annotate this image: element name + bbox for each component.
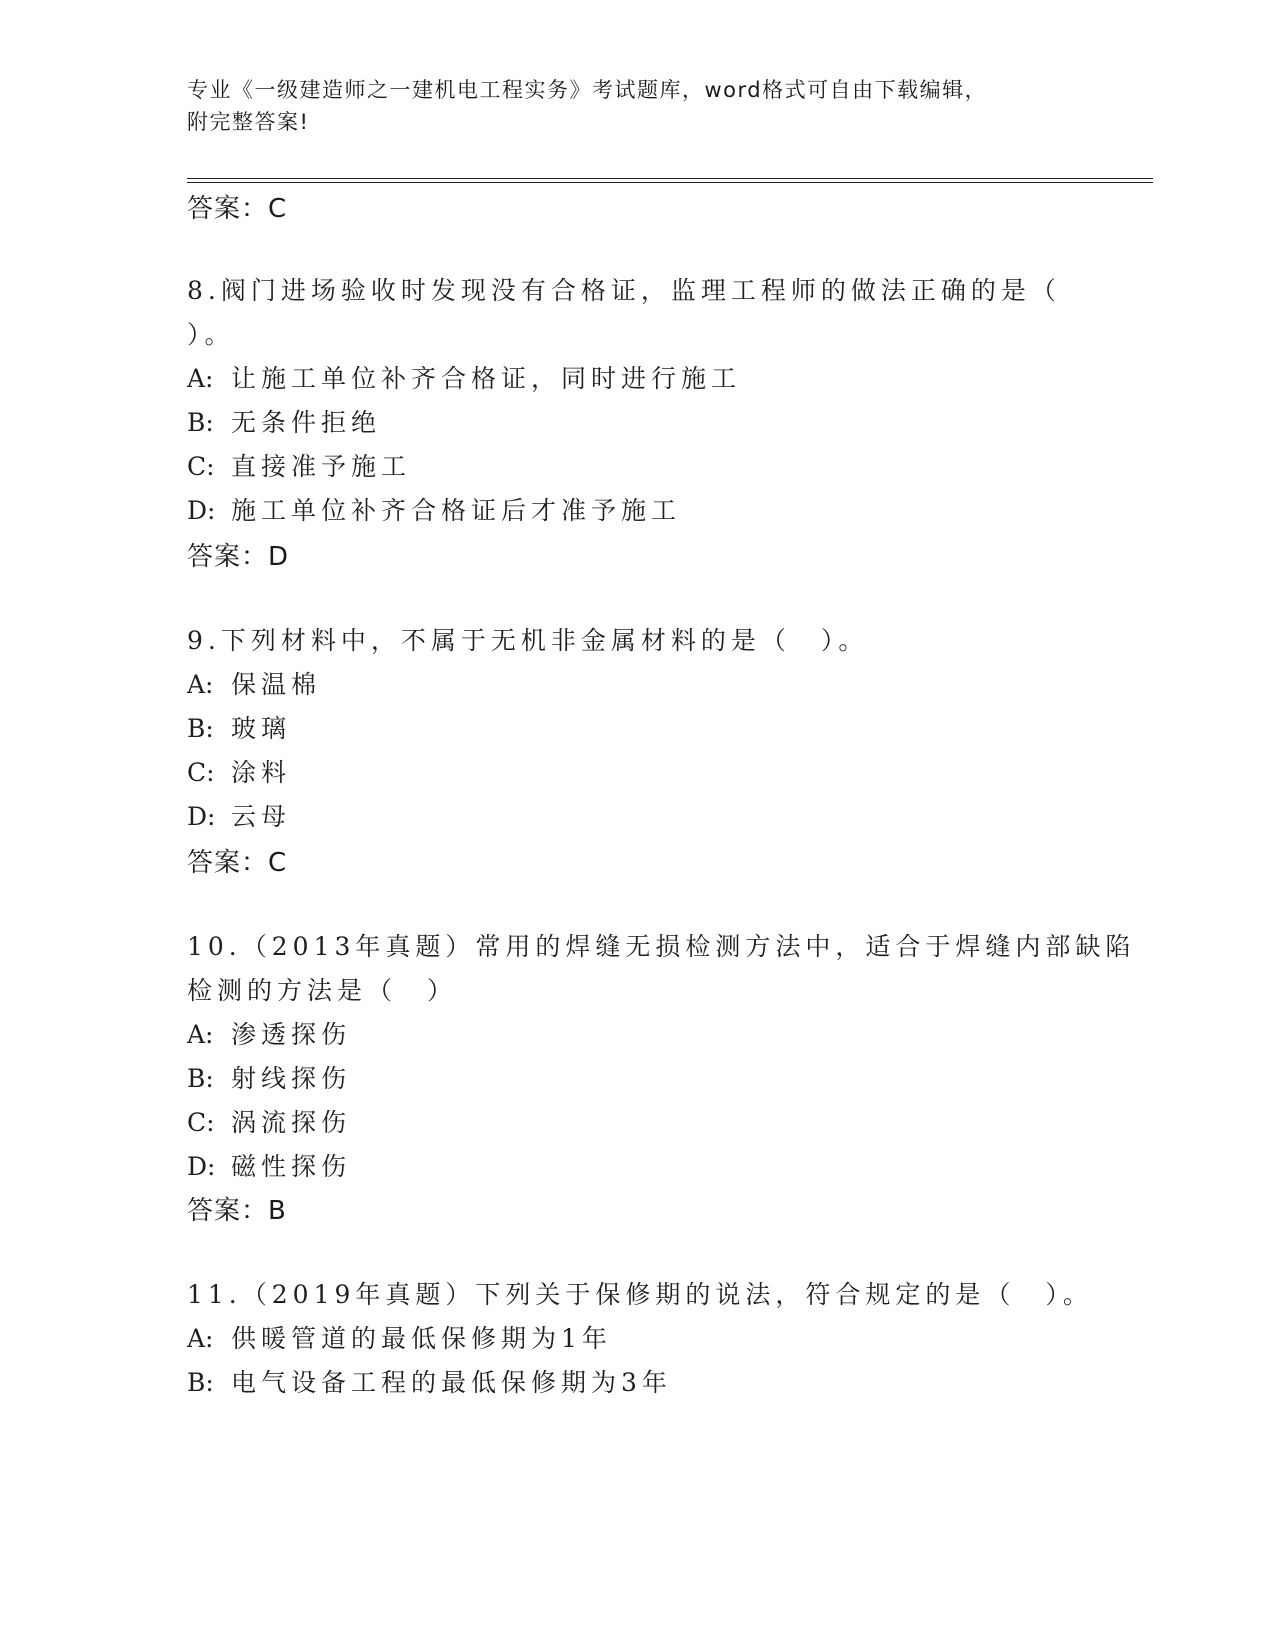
option-text: 磁性探伤 [231, 1152, 352, 1181]
option-label: B: [187, 408, 214, 437]
question-11-option-b [187, 1366, 672, 1400]
header-divider-bottom [187, 182, 1153, 183]
question-8-option-a [187, 362, 741, 396]
question-8-stem-line-2: ）。 [187, 320, 235, 349]
question-8-answer: 答案：D [187, 542, 290, 572]
option-label: D: [187, 1152, 216, 1181]
option-label: B: [187, 1064, 214, 1093]
option-label: C: [187, 758, 215, 787]
question-11-stem: 11.（2019年真题）下列关于保修期的说法，符合规定的是（ ）。 [187, 1280, 1093, 1309]
option-label: A: [187, 1324, 214, 1353]
option-label: A: [187, 364, 214, 393]
option-text: 施工单位补齐合格证后才准予施工 [231, 496, 682, 525]
question-11-option-a [187, 1322, 612, 1356]
question-10-option-a [187, 1018, 351, 1052]
question-8-option-c [187, 450, 411, 484]
question-9-option-c [187, 756, 291, 790]
option-label: C: [187, 1108, 215, 1137]
question-8-option-d [187, 494, 681, 528]
option-label: D: [187, 802, 216, 831]
header-line-1: 专业《一级建造师之一建机电工程实务》考试题库，word格式可自由下载编辑， [187, 78, 988, 102]
question-9-answer: 答案：C [187, 848, 288, 878]
question-8-option-b [187, 406, 381, 440]
question-9-option-d [187, 800, 291, 834]
option-label: B: [187, 1368, 214, 1397]
header-divider-top [187, 178, 1153, 179]
option-label: B: [187, 714, 214, 743]
option-text: 保温棉 [231, 670, 322, 699]
option-label: D: [187, 496, 216, 525]
header-line-2: 附完整答案! [187, 110, 310, 134]
question-10-answer: 答案：B [187, 1196, 287, 1226]
option-text: 涂料 [231, 758, 292, 787]
option-label: A: [187, 1020, 214, 1049]
option-text: 让施工单位补齐合格证，同时进行施工 [231, 364, 742, 393]
question-9-stem: 9.下列材料中，不属于无机非金属材料的是（ ）。 [187, 626, 869, 655]
option-label: A: [187, 670, 214, 699]
question-10-stem-line-1: 10.（2013年真题）常用的焊缝无损检测方法中，适合于焊缝内部缺陷 [187, 932, 1136, 961]
option-text: 云母 [231, 802, 292, 831]
question-10-option-c [187, 1106, 351, 1140]
option-text: 直接准予施工 [231, 452, 412, 481]
question-9-option-b [187, 712, 291, 746]
option-text: 无条件拒绝 [231, 408, 382, 437]
answer-previous: 答案：C [187, 194, 288, 224]
question-10-option-b [187, 1062, 351, 1096]
option-text: 射线探伤 [231, 1064, 352, 1093]
question-9-option-a [187, 668, 321, 702]
option-label: C: [187, 452, 215, 481]
option-text: 玻璃 [231, 714, 292, 743]
question-10-stem-line-2: 检测的方法是（ ） [187, 976, 458, 1005]
question-8-stem-line-1: 8.阀门进场验收时发现没有合格证，监理工程师的做法正确的是（ [187, 276, 1061, 305]
option-text: 涡流探伤 [231, 1108, 352, 1137]
document-header [187, 74, 1087, 138]
question-10-option-d [187, 1150, 351, 1184]
option-text: 渗透探伤 [231, 1020, 352, 1049]
option-text: 电气设备工程的最低保修期为3年 [231, 1368, 672, 1397]
option-text: 供暖管道的最低保修期为1年 [231, 1324, 612, 1353]
